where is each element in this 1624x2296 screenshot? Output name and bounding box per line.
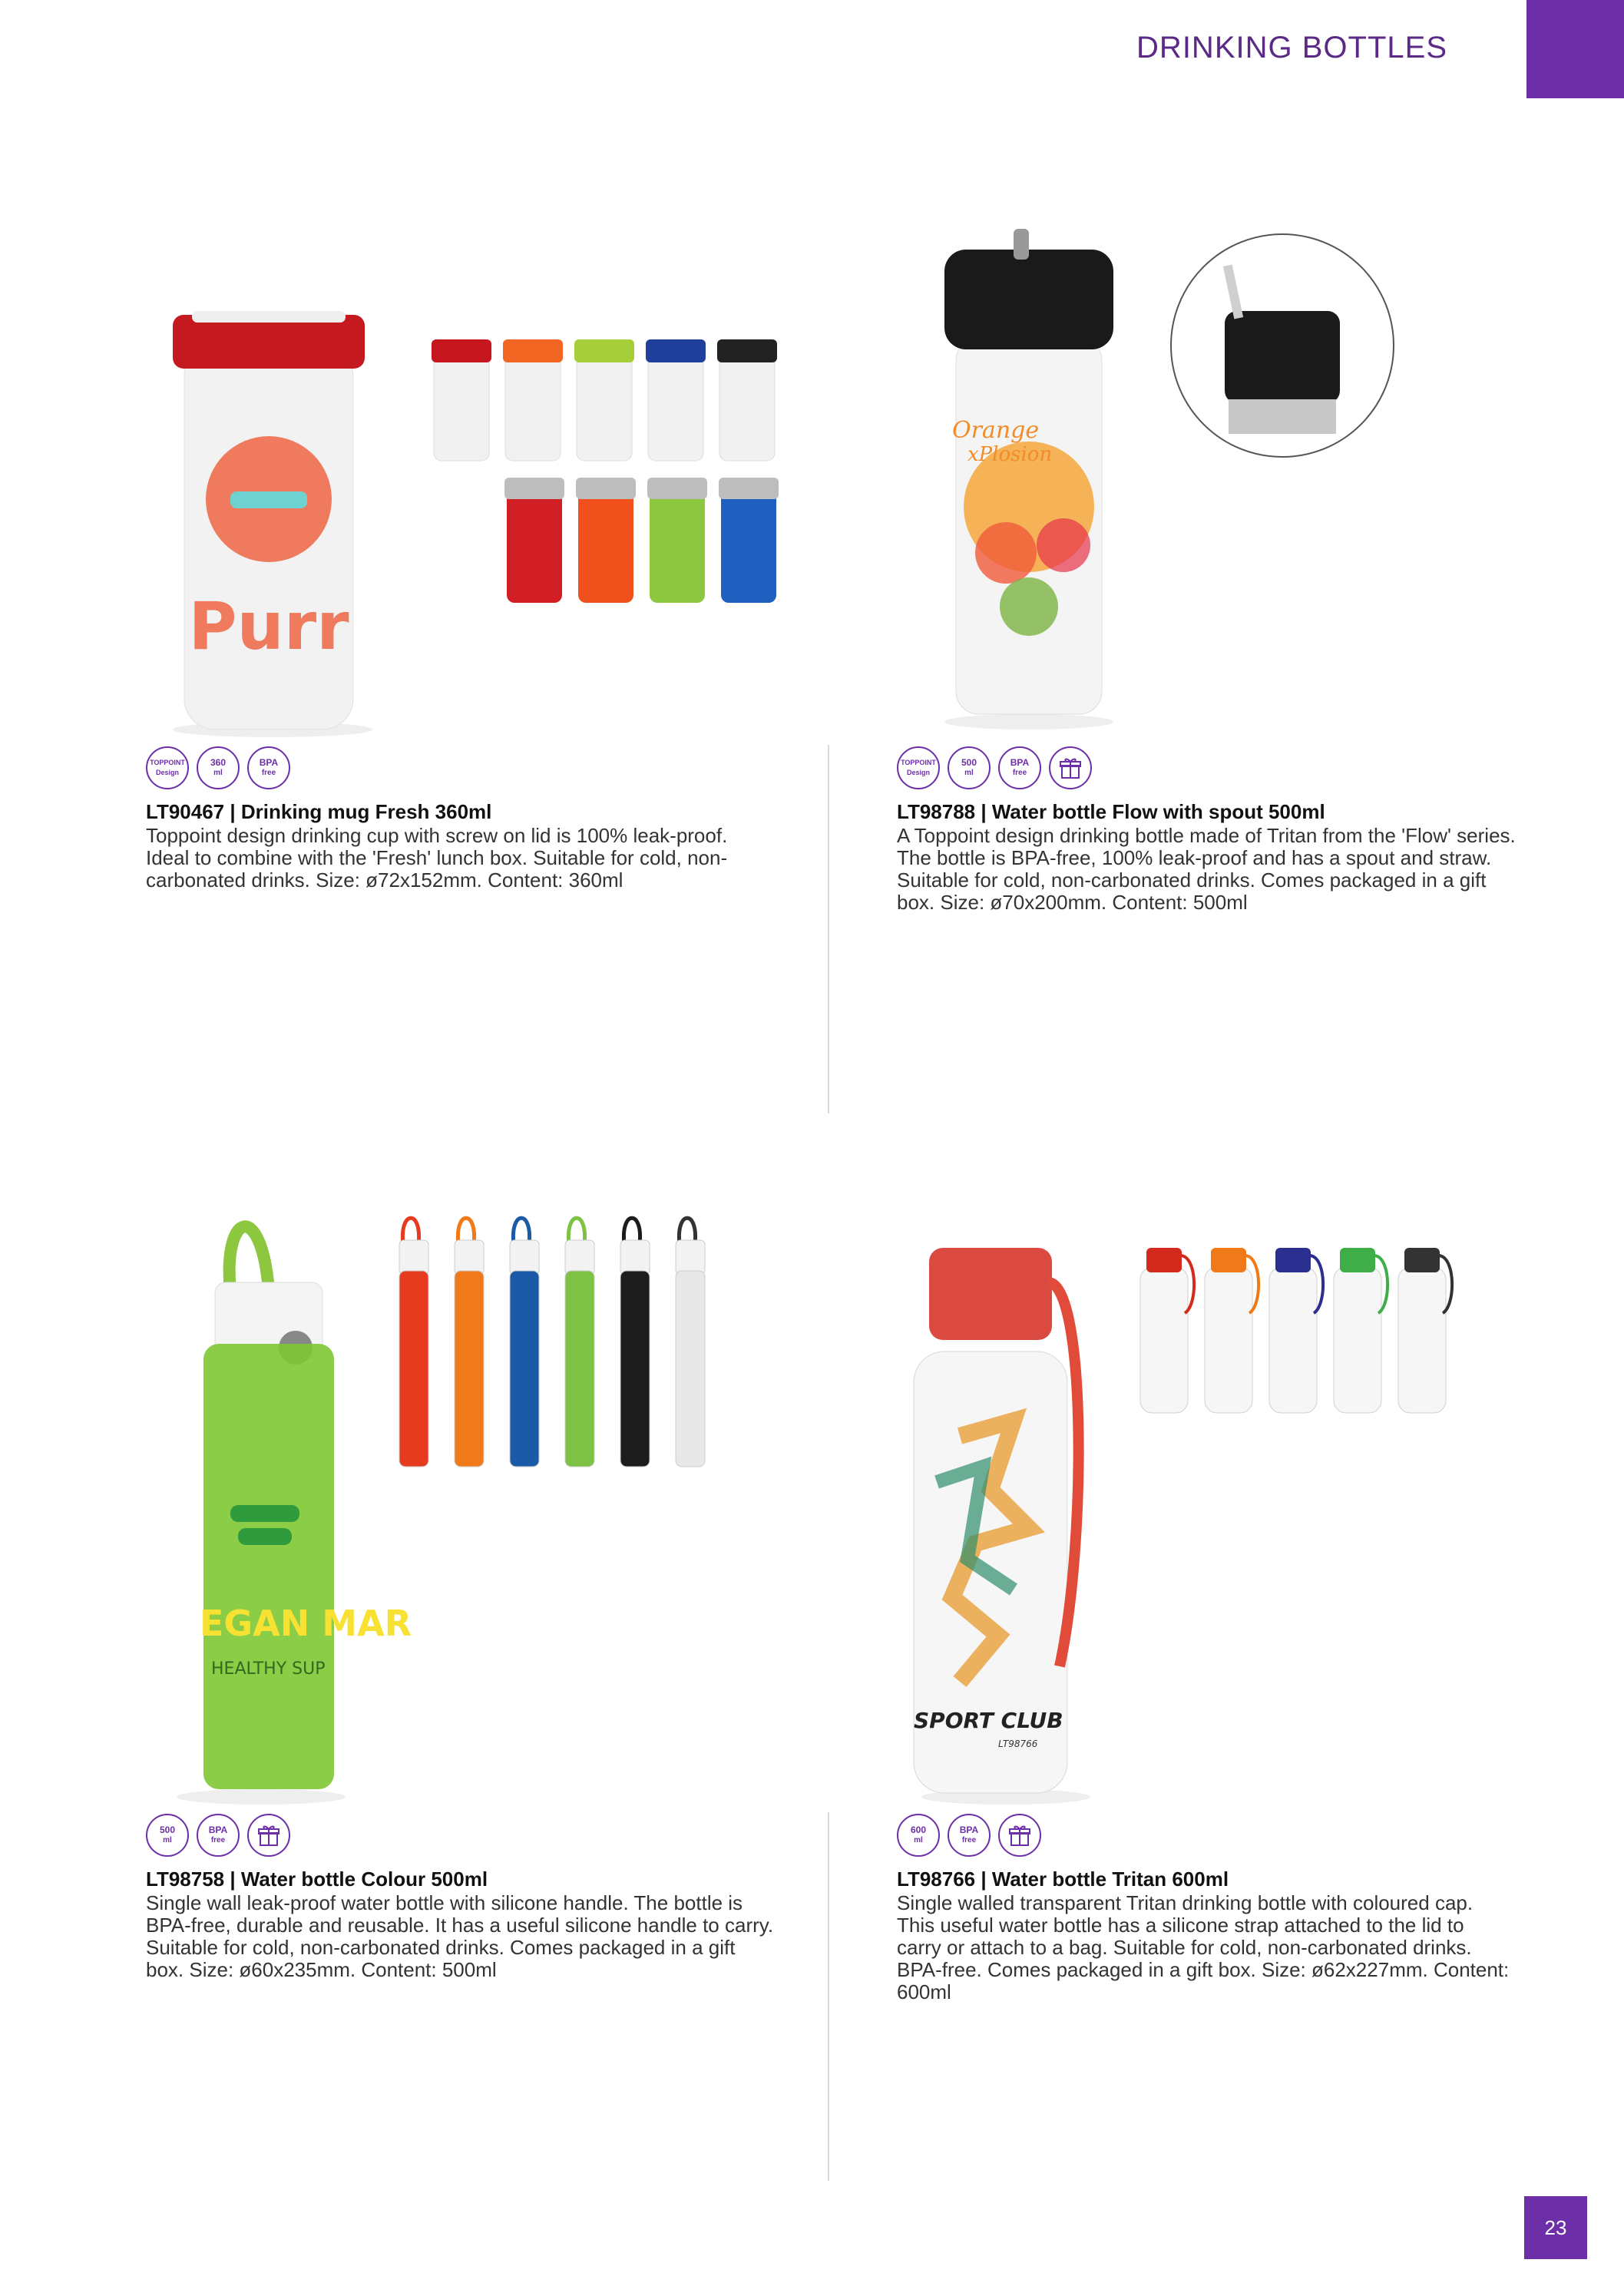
gift-box-icon: [998, 1814, 1041, 1857]
badge-row: [146, 1814, 776, 1857]
product-image-fresh: [138, 230, 806, 737]
variant-cup: [576, 478, 636, 603]
variant-bottle: [1205, 1248, 1259, 1413]
capacity-badge: 600 ml: [897, 1814, 940, 1857]
product-fresh: [146, 746, 776, 892]
gift-box-icon: [1049, 746, 1092, 789]
bpa-free-badge: BPA free: [197, 1814, 240, 1857]
variant-bottle: [399, 1218, 428, 1467]
badge-row: [146, 746, 776, 789]
variant-bottle: [510, 1218, 539, 1467]
variant-bottle: [1269, 1248, 1323, 1413]
capacity-badge: 360 ml: [197, 746, 240, 789]
variant-bottle: [565, 1218, 594, 1467]
variant-cup: [647, 478, 707, 603]
svg-text:Orange: Orange: [952, 417, 1040, 444]
variant-cup: [646, 339, 706, 461]
badge-row: [897, 1814, 1526, 1857]
product-title: LT98766 | Water bottle Tritan 600ml: [897, 1868, 1229, 1891]
product-title: LT98758 | Water bottle Colour 500ml: [146, 1868, 488, 1891]
svg-text:Purr: Purr: [188, 588, 349, 665]
bpa-free-badge: BPA free: [948, 1814, 991, 1857]
bpa-free-badge: BPA free: [247, 746, 290, 789]
variant-cup: [574, 339, 634, 461]
bpa-free-badge: BPA free: [998, 746, 1041, 789]
product-description: Single walled transparent Tritan drinking bottle with coloured cap. This useful water bottle has a silicone strap attached to the lid to carry or attach to a bag. Suitable for cold, non-carbonated drinks. BPA-free. Comes packaged in a gift box. Size: ø62x227mm. Content: 600ml: [897, 1891, 1510, 2003]
toppoint-design-badge: TOPPOINT Design: [146, 746, 189, 789]
variant-bottle: [1140, 1248, 1194, 1413]
product-image-tritan: [906, 1236, 1490, 1805]
variant-cup: [717, 339, 777, 461]
variant-bottle: [1398, 1248, 1452, 1413]
product-description: Single wall leak-proof water bottle with silicone handle. The bottle is BPA-free, durable and reusable. It has a useful silicone handle to carry. Suitable for cold, non-carbonated drinks. Comes packaged in a gift box. Size: ø60x235mm. Content: 500ml: [146, 1891, 774, 1981]
product-image-colour: [154, 1198, 752, 1805]
product-image-flow: [937, 223, 1413, 729]
svg-text:SPORT CLUB: SPORT CLUB: [914, 1708, 1063, 1733]
variant-bottle: [1334, 1248, 1388, 1413]
product-description: A Toppoint design drinking bottle made of Tritan from the 'Flow' series. The bottle is BPA-free, 100% leak-proof and has a spout and straw. Suitable for cold, non-carbonated drinks. Comes packaged in a gift box. Size: ø70x200mm. Content: 500ml: [897, 824, 1516, 914]
product-title: LT98788 | Water bottle Flow with spout 500ml: [897, 800, 1325, 823]
svg-text:LT98766: LT98766: [998, 1739, 1038, 1749]
variant-cup: [719, 478, 779, 603]
product-flow: [897, 746, 1526, 914]
product-colour: [146, 1814, 776, 1981]
svg-text:HEALTHY SUP: HEALTHY SUP: [211, 1659, 326, 1679]
variant-bottle: [455, 1218, 484, 1467]
variant-cup: [503, 339, 563, 461]
product-tritan: [897, 1814, 1526, 2003]
badge-row: [897, 746, 1526, 789]
variant-bottle: [620, 1218, 650, 1467]
toppoint-design-badge: TOPPOINT Design: [897, 746, 940, 789]
variant-bottle: [676, 1218, 705, 1467]
gift-box-icon: [247, 1814, 290, 1857]
page-number: 23: [1524, 2196, 1587, 2259]
column-divider-bottom: [828, 1812, 829, 2181]
svg-text:xPlosion: xPlosion: [967, 443, 1053, 466]
product-title: LT90467 | Drinking mug Fresh 360ml: [146, 800, 492, 823]
section-tab: [1526, 0, 1624, 98]
section-title: DRINKING BOTTLES: [1136, 31, 1447, 65]
product-description: Toppoint design drinking cup with screw on lid is 100% leak-proof. Ideal to combine with the 'Fresh' lunch box. Suitable for cold, non-carbonated drinks. Size: ø72x152mm. Content: 360ml: [146, 824, 728, 892]
variant-cup: [504, 478, 564, 603]
capacity-badge: 500 ml: [146, 1814, 189, 1857]
svg-text:EGAN MAR: EGAN MAR: [200, 1603, 412, 1644]
capacity-badge: 500 ml: [948, 746, 991, 789]
column-divider-top: [828, 745, 829, 1113]
variant-cup: [432, 339, 491, 461]
